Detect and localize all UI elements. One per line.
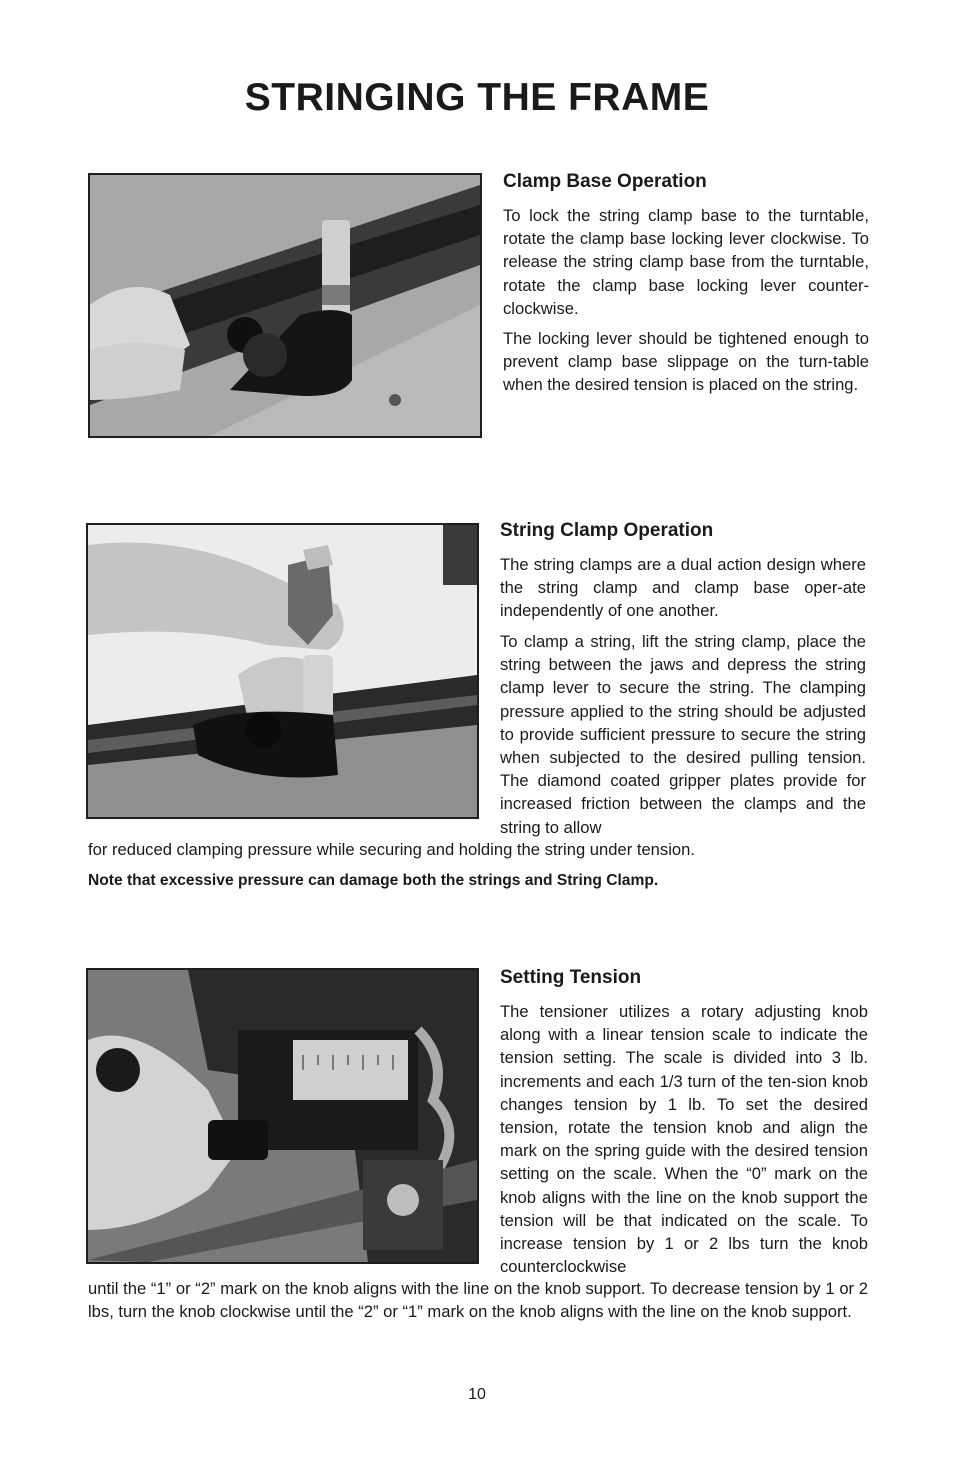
string-clamp-heading: String Clamp Operation	[500, 520, 714, 541]
setting-tension-heading: Setting Tension	[500, 967, 642, 988]
page-number: 10	[468, 1386, 486, 1403]
clamp-base-para-1: To lock the string clamp base to the turntable, rotate the clamp base locking lever clockwise. To release the string clamp base from the turntable, rotate the clamp base locking lever counter-clockwise.	[503, 206, 869, 318]
string-clamp-photo	[86, 523, 479, 819]
string-clamp-note: Note that excessive pressure can damage both the strings and String Clamp.	[88, 872, 659, 889]
setting-tension-para-1: The tensioner utilizes a rotary adjusting knob along with a linear tension scale to indicate the tension setting. The scale is divided into 3 lb. increments and each 1/3 turn of the ten-sion knob changes tension by 1 lb. To set the desired tension, rotate the tension knob and align the mark on the spring guide with the desired tension setting on the scale. When the “0” mark on the knob aligns with the line on the knob support the tension will be that indicated on the scale. To increase tension by 1 or 2 lbs turn the knob counterclockwise	[500, 1002, 868, 1277]
string-clamp-para-1: The string clamps are a dual action design where the string clamp and clamp base oper-ate independently of one another.	[500, 555, 866, 621]
setting-tension-para-2: until the “1” or “2” mark on the knob aligns with the line on the knob support. To decrease tension by 1 or 2 lbs, turn the knob clockwise until the “2” or “1” mark on the knob aligns with the line on the knob support.	[88, 1279, 868, 1322]
string-clamp-para-2: To clamp a string, lift the string clamp, place the string between the jaws and depress the string clamp lever to secure the string. The clamping pressure applied to the string should be adjusted to provide sufficient pressure to secure the string when subjected to the desired pulling tension. The diamond coated gripper plates provide for increased friction between the clamps and the string to allow	[500, 632, 866, 837]
clamp-base-photo	[88, 173, 482, 438]
page-title: STRINGING THE FRAME	[244, 76, 710, 119]
string-clamp-para-3: for reduced clamping pressure while securing and holding the string under tension.	[88, 840, 695, 859]
clamp-base-heading: Clamp Base Operation	[503, 171, 707, 192]
clamp-base-para-2: The locking lever should be tightened enough to prevent clamp base slippage on the turn-table when the desired tension is placed on the string.	[503, 329, 869, 395]
setting-tension-photo	[86, 968, 479, 1264]
